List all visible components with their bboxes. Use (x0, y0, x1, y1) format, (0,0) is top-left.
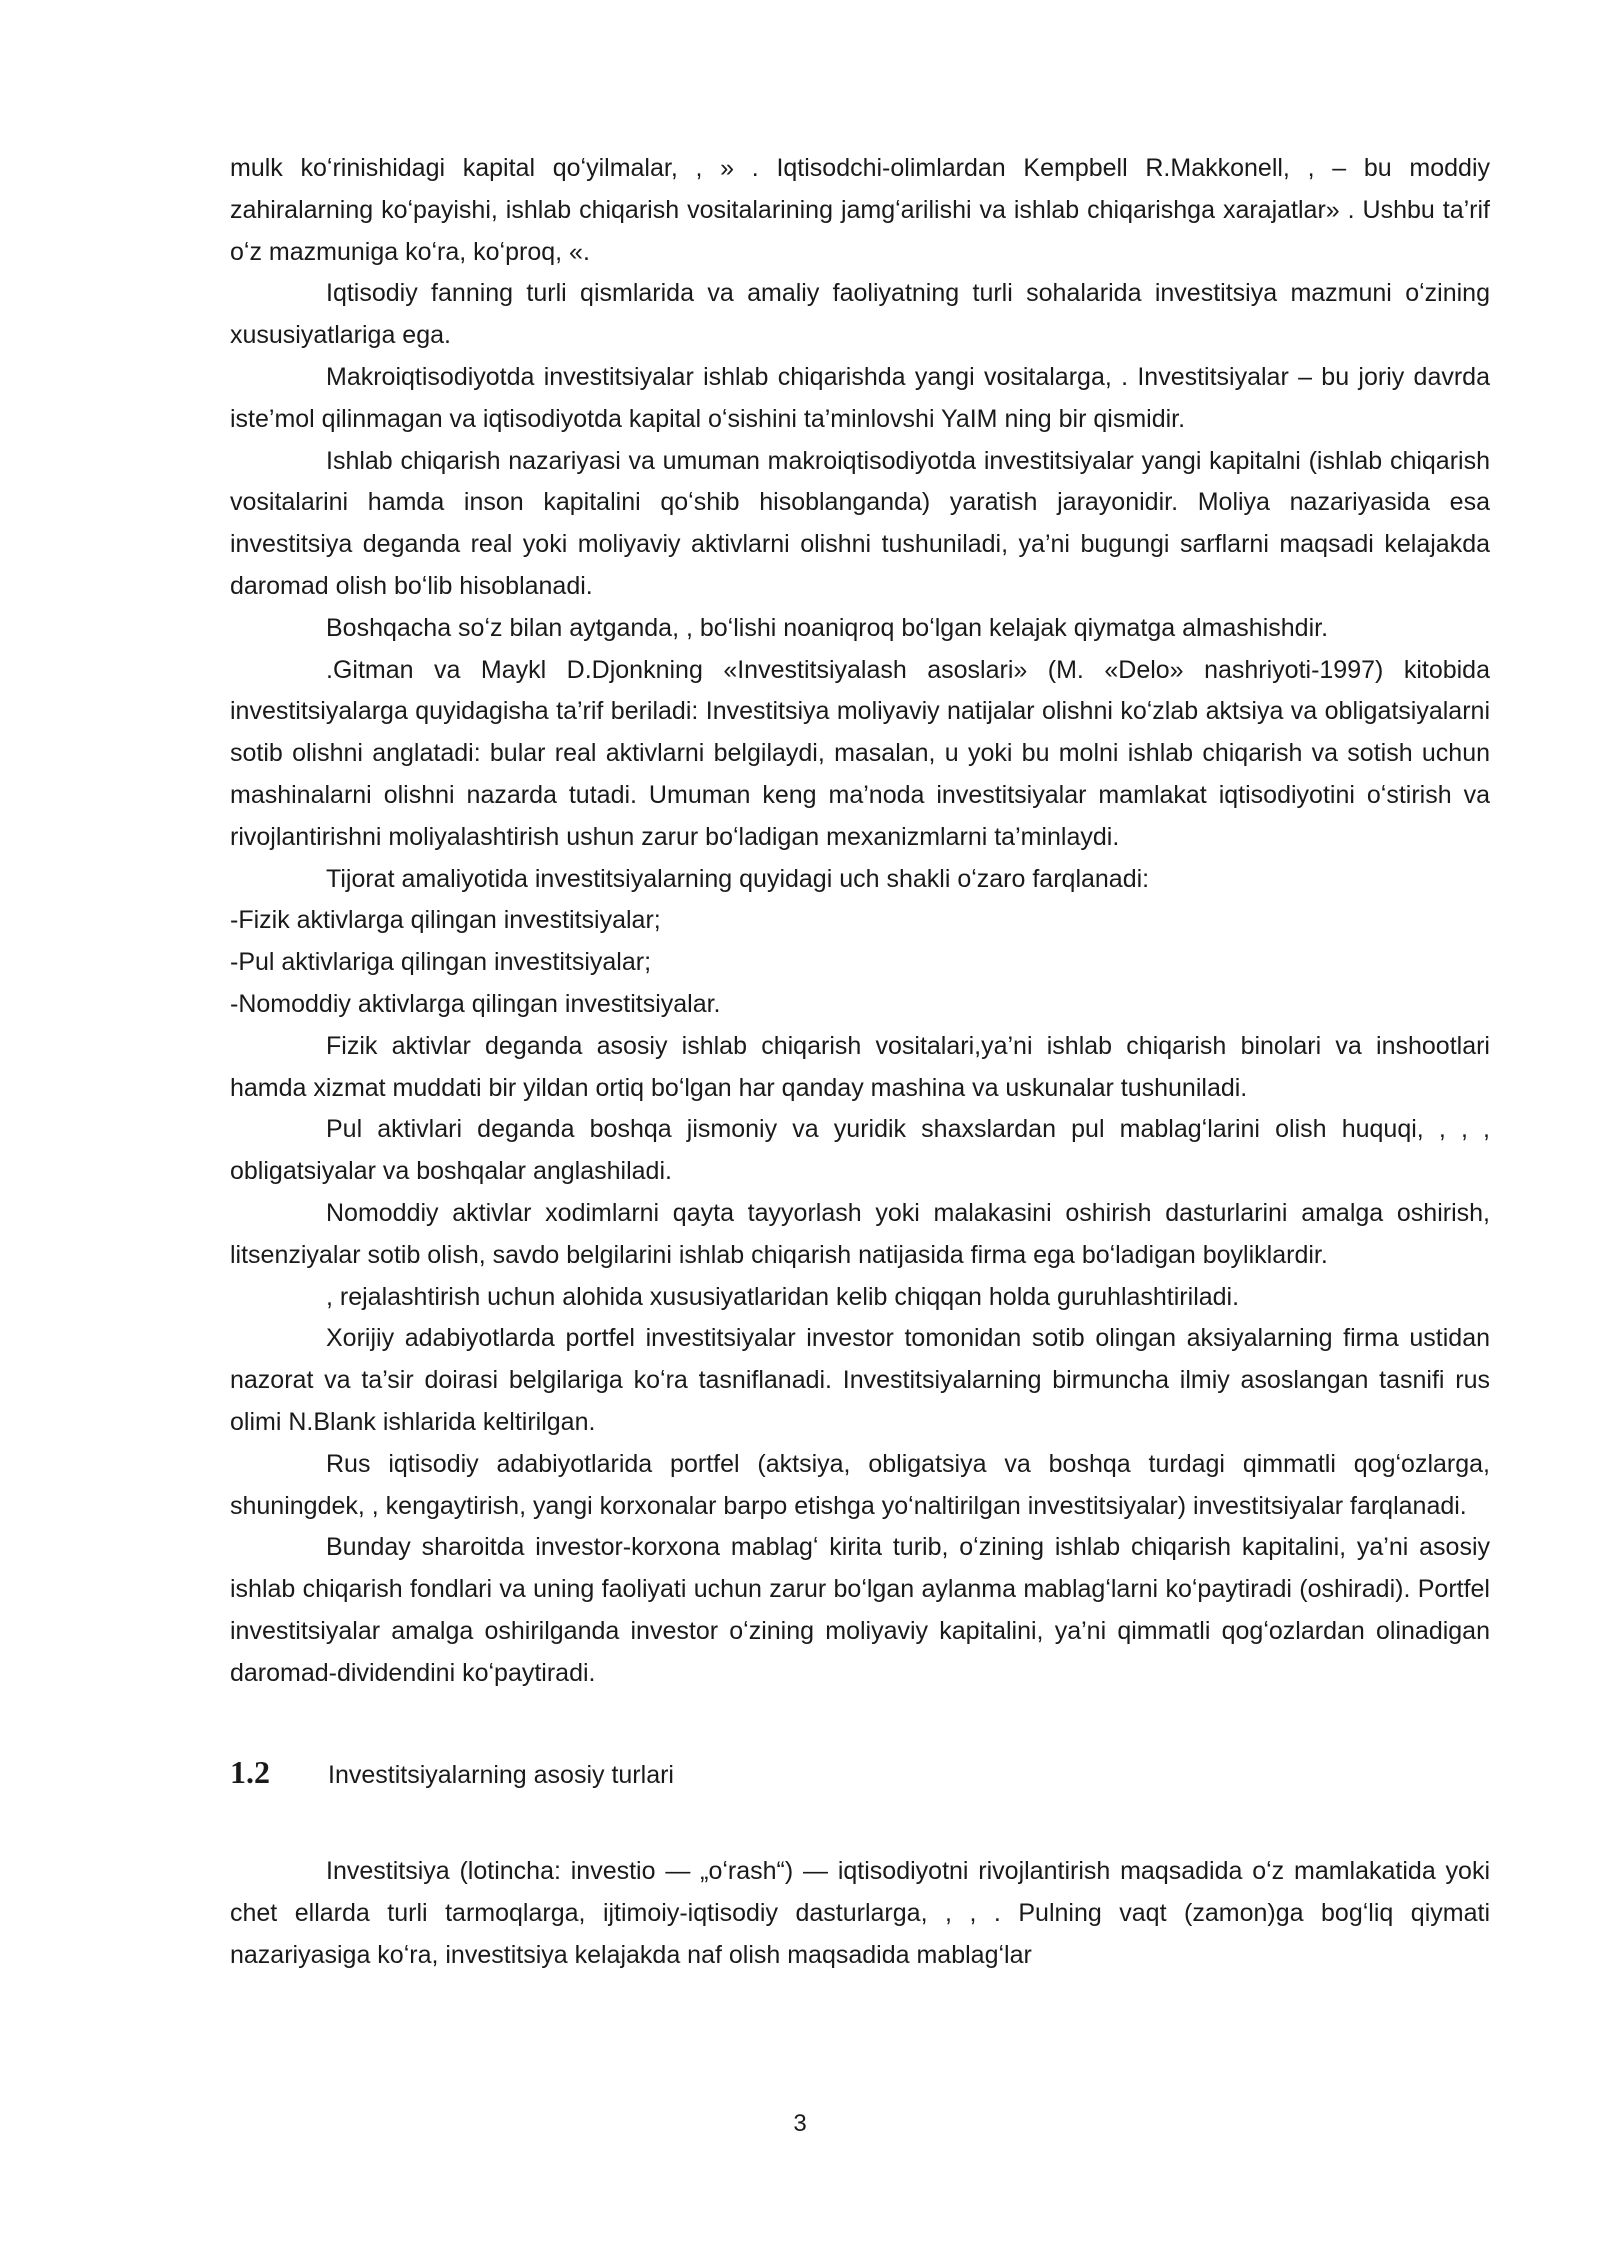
page-number: 3 (793, 2110, 807, 2137)
paragraph-6: .Gitman va Maykl D.Djonkning «Investitsiyalash asoslari» (M. «Delo» nashriyoti-1997) kitobida investitsiyalarga quyidagisha ta’rif beriladi: Investitsiya moliyaviy natijalar olishni koʻzlab aktsiya va obligatsiyalarni sotib olishni anglatadi: bular real aktivlarni belgilaydi, masalan, u yoki bu molni ishlab chiqarish va sotish uchun mashinalarni olishni nazarda tutadi. Umuman keng ma’noda investitsiyalar mamlakat iqtisodiyotini oʻstirish va rivojlantirishni moliyalashtirish ushun zarur boʻladigan mexanizmlarni ta’minlaydi. (230, 655, 1490, 851)
paragraph-7: Tijorat amaliyotida investitsiyalarning quyidagi uch shakli oʻzaro farqlanadi: (326, 864, 1150, 893)
list-item: -Fizik aktivlarga qilingan investitsiyalar; (230, 906, 661, 935)
paragraph-14: Bunday sharoitda investor-korxona mablagʻ kirita turib, oʻzining ishlab chiqarish kapitalini, ya’ni asosiy ishlab chiqarish fondlari va uning faoliyati uchun zarur boʻlgan aylanma mablagʻlarni koʻpaytiradi (oshiradi). Portfel investitsiyalar amalga oshirilganda investor oʻzining moliyaviy kapitalini, ya’ni qimmatli qogʻozlardan olinadigan daromad-dividendini koʻpaytiradi. (230, 1533, 1490, 1687)
paragraph-12: Xorijiy adabiyotlarda portfel investitsiyalar investor tomonidan sotib olingan aksiyalarning firma ustidan nazorat va ta’sir doirasi belgilariga koʻra tasniflanadi. Investitsiyalarning birmuncha ilmiy asoslangan tasnifi rus olimi N.Blank ishlarida keltirilgan. (230, 1324, 1490, 1436)
section-number: 1.2 (230, 1754, 270, 1791)
paragraph-11: , rejalashtirish uchun alohida xususiyatlaridan kelib chiqqan holda guruhlashtiriladi. (326, 1282, 1240, 1311)
section-paragraph-1: Investitsiya (lotincha: investio — „oʻrash“) — iqtisodiyotni rivojlantirish maqsadida oʻz mamlakatida yoki chet ellarda turli tarmoqlarga, ijtimoiy-iqtisodiy dasturlarga, , , . Pulning vaqt (zamon)ga bogʻliq qiymati nazariyasiga koʻra, investitsiya kelajakda naf olish maqsadida mablagʻlar (230, 1857, 1490, 1969)
paragraph-4: Ishlab chiqarish nazariyasi va umuman makroiqtisodiyotda investitsiyalar yangi kapitalni (ishlab chiqarish vositalarini hamda inson kapitalini qoʻshib hisoblanganda) yaratish jarayonidir. Moliya nazariyasida esa investitsiya deganda real yoki moliyaviy aktivlarni olishni tushuniladi, ya’ni bugungi sarflarni maqsadi kelajakda daromad olish boʻlib hisoblanadi. (230, 446, 1490, 600)
paragraph-9: Pul aktivlari deganda boshqa jismoniy va yuridik shaxslardan pul mablagʻlarini olish huquqi, , , , obligatsiyalar va boshqalar anglashiladi. (230, 1115, 1490, 1186)
paragraph-10: Nomoddiy aktivlar xodimlarni qayta tayyorlash yoki malakasini oshirish dasturlarini amalga oshirish, litsenziyalar sotib olish, savdo belgilarini ishlab chiqarish natijasida firma ega boʻladigan boyliklardir. (230, 1198, 1490, 1269)
paragraph-2: Iqtisodiy fanning turli qismlarida va amaliy faoliyatning turli sohalarida investitsiya mazmuni oʻzining xususiyatlariga ega. (230, 279, 1490, 350)
list-item: -Nomoddiy aktivlarga qilingan investitsiyalar. (230, 989, 721, 1018)
paragraph-13: Rus iqtisodiy adabiyotlarida portfel (aktsiya, obligatsiya va boshqa turdagi qimmatli qogʻozlarga, shuningdek, , kengaytirish, yangi korxonalar barpo etishga yoʻnaltirilgan investitsiyalar) investitsiyalar farqlanadi. (230, 1449, 1490, 1520)
paragraph-5: Boshqacha soʻz bilan aytganda, , boʻlishi noaniqroq boʻlgan kelajak qiymatga almashishdir. (326, 613, 1329, 642)
section-title: Investitsiyalarning asosiy turlari (328, 1761, 674, 1790)
paragraph-1: mulk koʻrinishidagi kapital qoʻyilmalar, , » . Iqtisodchi-olimlardan Kempbell R.Makkonell, , – bu moddiy zahiralarning koʻpayishi, ishlab chiqarish vositalarining jamgʻarilishi va ishlab chiqarishga xarajatlar» . Ushbu ta’rif oʻz mazmuniga koʻra, koʻproq, «. (230, 154, 1490, 266)
section-heading (230, 1752, 1490, 1797)
paragraph-8: Fizik aktivlar deganda asosiy ishlab chiqarish vositalari,ya’ni ishlab chiqarish binolari va inshootlari hamda xizmat muddati bir yildan ortiq boʻlgan har qanday mashina va uskunalar tushuniladi. (230, 1031, 1490, 1102)
paragraph-3: Makroiqtisodiyotda investitsiyalar ishlab chiqarishda yangi vositalarga, . Investitsiyalar – bu joriy davrda iste’mol qilinmagan va iqtisodiyotda kapital oʻsishini ta’minlovshi YaIM ning bir qismidir. (230, 362, 1490, 433)
page-content (230, 148, 1490, 1977)
list-item: -Pul aktivlariga qilingan investitsiyalar; (230, 948, 652, 977)
